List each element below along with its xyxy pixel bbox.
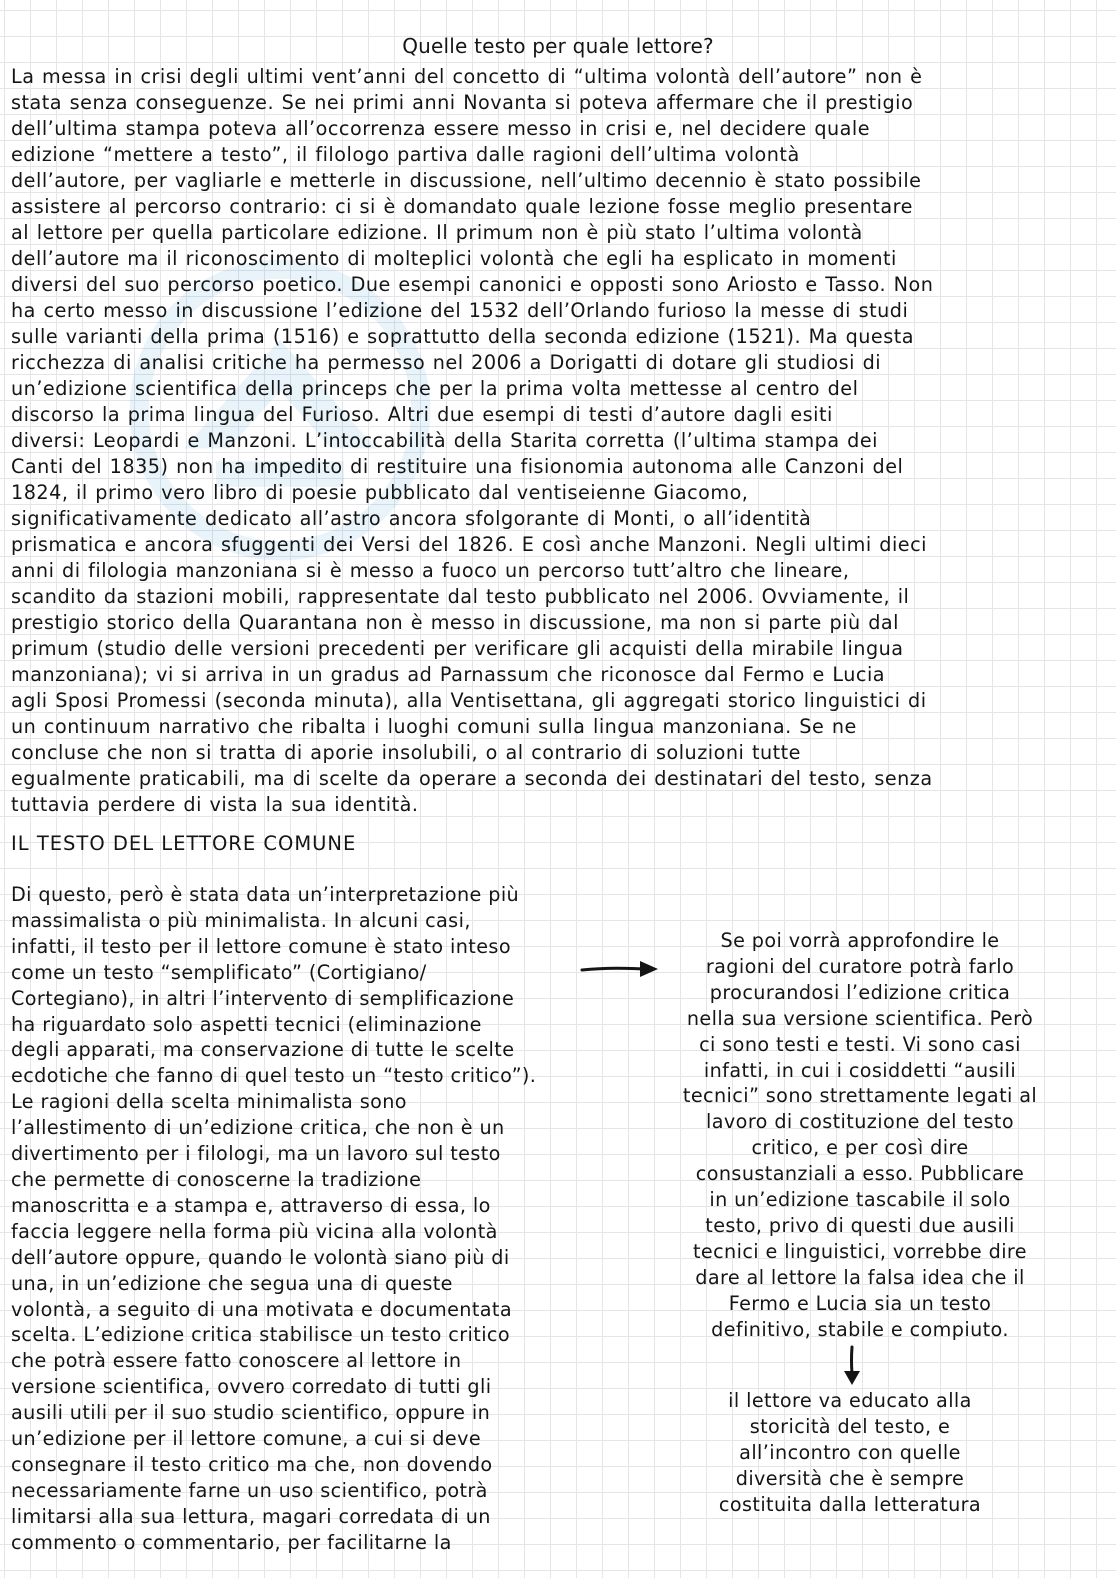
page-title: Quelle testo per quale lettore? [402, 34, 714, 58]
side-note: Se poi vorrà approfondire le ragioni del curatore potrà farlo procurandosi l’edizione critica nella sua versione scientifica. Però ci sono testi e testi. Vi sono casi infatti, in cui i cosiddetti “ausili tecnici” sono strettamente legati al lavoro di costituzione del testo critico, e per così dire consustanziali a esso. Pubblicare in un’edizione tascabile il solo testo, privo di questi due ausili tecnici e linguistici, vorrebbe dire dare al lettore la falsa idea che il Fermo e Lucia sia un testo definitivo, stabile e compiuto. [682, 929, 1038, 1341]
section-paragraph: Di questo, però è stata data un’interpretazione più massimalista o più minimalista. In alcuni casi, infatti, il testo per il lettore comune è stato inteso come un testo “semplificato” (Cortigiano/ Cortegiano), in altri l’intervento di semplificazione ha riguardato solo aspetti tecnici (eliminazione degli apparati, ma conservazione di tutte le scelte ecdotiche che fanno di quel testo un “testo critico”). Le ragioni della scelta minimalista sono l’allestimento di un’edizione critica, che non è un divertimento per i filologi, ma un lavoro sul testo che permette di conoscerne la tradizione manoscritta e a stampa e, attraverso di essa, lo faccia leggere nella forma più vicina alla volontà dell’autore oppure, quando le volontà siano più di una, in un’edizione che segua una di queste volontà, a seguito di una motivata e documentata scelta. L’edizione critica stabilisce un testo critico che potrà essere fatto conoscere al lettore in versione scientifica, ovvero corredato di tutti gli ausili utili per il suo studio scientifico, oppure in un’edizione per il lettore comune, a cui si deve consegnare il testo critico ma che, non dovendo necessariamente farne un uso scientifico, potrà limitarsi alla sua lettura, magari corredata di un commento o commentario, per facilitarne la [11, 883, 537, 1554]
section-heading: IL TESTO DEL LETTORE COMUNE [11, 832, 357, 855]
conclusion-note: il lettore va educato alla storicità del testo, e all’incontro con quelle diversità che è sempre costituita dalla letteratura [718, 1389, 982, 1516]
intro-paragraph: La messa in crisi degli ultimi vent’anni del concetto di “ultima volontà dell’autore” non è stata senza conseguenze. Se nei primi anni Novanta si poteva affermare che il prestigio dell’ultima stampa poteva all’occorrenza essere messo in crisi e, nel decidere quale edizione “mettere a testo”, il filologo partiva dalle ragioni dell’ultima volontà dell’autore, per vagliarle e metterle in discussione, nell’ultimo decennio è stato possibile assistere al percorso contrario: ci si è domandato quale lezione fosse meglio presentare al lettore per quella particolare edizione. Il primum non è più stato l’ultima volontà dell’autore ma il riconoscimento di molteplici volontà che egli ha esplicato in momenti diversi del suo percorso poetico. Due esempi canonici e opposti sono Ariosto e Tasso. Non ha certo messo in discussione l’edizione del 1532 dell’Orlando furioso la messe di studi sulle varianti della prima (1516) e soprattutto della seconda edizione (1521). Ma questa ricchezza di analisi critiche ha permesso nel 2006 a Dorigatti di dotare gli studiosi di un’edizione scientifica della princeps che per la prima volta mettesse al centro del discorso la prima lingua del Furioso. Altri due esempi di testi d’autore dagli esiti diversi: Leopardi e Manzoni. L’intoccabilità della Starita corretta (l’ultima stampa dei Canti del 1835) non ha impedito di restituire una fisionomia autonoma alle Canzoni del 1824, il primo vero libro di poesie pubblicato dal ventiseienne Giacomo, significativamente dedicato all’astro ancora sfolgorante di Monti, o all’identità prismatica e ancora sfuggenti dei Versi del 1826. E così anche Manzoni. Negli ultimi dieci anni di filologia manzoniana si è messo a fuoco un percorso tutt’altro che lineare, scandito da stazioni mobili, rappresentate dal testo pubblicato nel 2006. Ovviamente, il prestigio storico della Quarantana non è messo in discussione, ma non si parte più dal primum (studio delle versioni precedenti per verificare gli acquisti della mirabile lingua manzoniana); vi si arriva in un gradus ad Parnassum che riconosce dal Fermo e Lucia agli Sposi Promessi (seconda minuta), alla Ventisettana, gli aggregati storico linguistici di un continuum narrativo che ribalta i luoghi comuni sulla lingua manzoniana. Se ne concluse che non si tratta di aporie insolubili, o al contrario di soluzioni tutte egualmente praticabili, ma di scelte da operare a seconda dei destinatari del testo, senza tuttavia perdere di vista la sua identità. [11, 65, 934, 816]
arrow-down-icon [840, 1345, 864, 1387]
